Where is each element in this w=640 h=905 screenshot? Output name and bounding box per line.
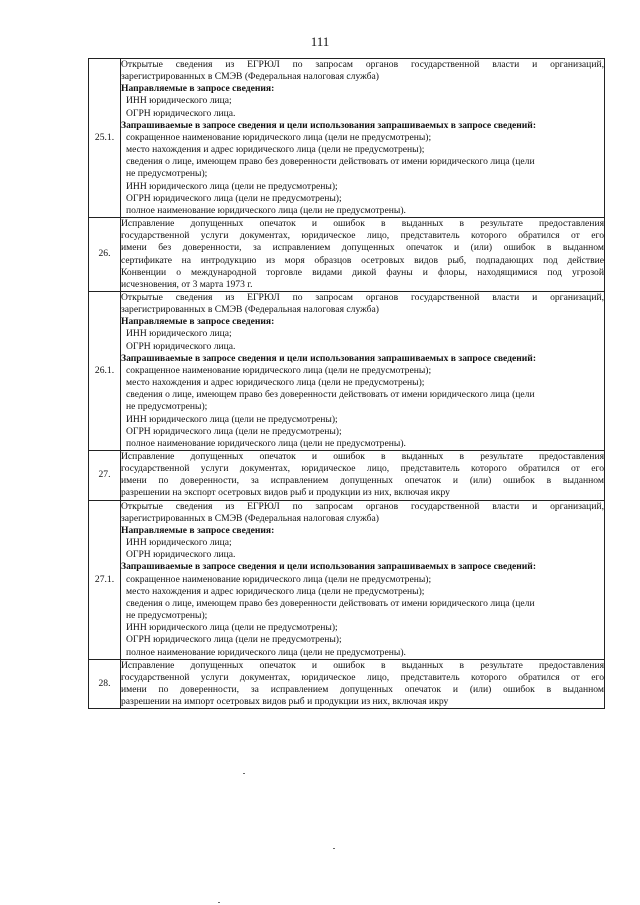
text-line: Открытые сведения из ЕГРЮЛ по запросам органов государственной власти и организаций, (121, 59, 604, 70)
row-content (121, 500, 605, 659)
row-number: 26.1. (89, 291, 121, 450)
text-line: ОГРН юридического лица. (126, 340, 236, 352)
text-line: Открытые сведения из ЕГРЮЛ по запросам органов государственной власти и организаций, (121, 500, 604, 512)
text-line: ИНН юридического лица (цели не предусмотрены); (126, 180, 338, 192)
text-line: ИНН юридического лица; (126, 537, 232, 549)
text-line: зарегистрированных в СМЭВ (Федеральная налоговая служба) (121, 71, 379, 83)
text-line: ОГРН юридического лица. (126, 549, 236, 561)
text-line: полное наименование юридического лица (цели не предусмотрены). (126, 646, 406, 658)
text-line: ОГРН юридического лица (цели не предусмотрены); (126, 425, 342, 437)
text-line: сокращенное наименование юридического лица (цели не предусмотрены); (126, 573, 432, 585)
text-line: зарегистрированных в СМЭВ (Федеральная налоговая служба) (121, 512, 379, 524)
section-heading: Запрашиваемые в запросе сведения и цели использования запрашиваемых в запросе сведений: (121, 119, 537, 131)
table-row (89, 659, 605, 709)
scan-speck (218, 902, 220, 903)
section-heading: Направляемые в запросе сведения: (121, 316, 275, 328)
table-row (89, 218, 605, 292)
row-number: 27.1. (89, 500, 121, 659)
text-line: сертификате на интродукцию из моря образцов осетровых видов рыб, подпадающих под действие (121, 254, 604, 266)
text-line: Исправление допущенных опечаток и ошибок в выданных в результате предоставления (121, 659, 604, 671)
text-line: сведения о лице, имеющем право без доверенности действовать от имени юридического лица (цели (126, 597, 535, 609)
section-heading: Направляемые в запросе сведения: (121, 524, 275, 536)
text-line: Исправление допущенных опечаток и ошибок в выданных в результате предоставления (121, 451, 604, 462)
text-line: полное наименование юридического лица (цели не предусмотрены). (126, 437, 406, 449)
text-line: место нахождения и адрес юридического лица (цели не предусмотрены); (126, 585, 425, 597)
section-heading: Направляемые в запросе сведения: (121, 83, 275, 95)
section-heading: Запрашиваемые в запросе сведения и цели использования запрашиваемых в запросе сведений: (121, 352, 537, 364)
row-content (121, 451, 605, 501)
services-table (88, 58, 605, 709)
scan-speck (333, 848, 335, 849)
text-line: сокращенное наименование юридического лица (цели не предусмотрены); (126, 364, 432, 376)
text-line: имени по доверенности, за исправлением допущенных опечаток и (или) ошибок в выданном (121, 475, 604, 487)
table-body (89, 59, 605, 709)
text-line: ОГРН юридического лица. (126, 107, 236, 119)
text-line: не предусмотрены); (126, 401, 208, 413)
row-content (121, 59, 605, 218)
text-line: ОГРН юридического лица (цели не предусмотрены); (126, 634, 342, 646)
text-line: ИНН юридического лица (цели не предусмотрены); (126, 622, 338, 634)
text-line: место нахождения и адрес юридического лица (цели не предусмотрены); (126, 144, 425, 156)
text-line: сокращенное наименование юридического лица (цели не предусмотрены); (126, 131, 432, 143)
page-number: 111 (310, 34, 330, 49)
text-line: государственной услуги документах, юридическое лицо, представитель которого обратился от его (121, 671, 604, 683)
text-line: государственной услуги документах, юридическое лицо, представитель которого обратился от его (121, 463, 604, 475)
table-row (89, 59, 605, 218)
row-content (121, 291, 605, 450)
text-line: сведения о лице, имеющем право без доверенности действовать от имени юридического лица (цели (126, 389, 535, 401)
table-row (89, 500, 605, 659)
text-line: государственной услуги документах, юридическое лицо, представитель которого обратился от его (121, 230, 604, 242)
text-line: имени без доверенности, за исправлением допущенных опечаток и (или) ошибок в выданном (121, 242, 604, 254)
row-number: 27. (89, 451, 121, 501)
row-number: 28. (89, 659, 121, 709)
text-line: разрешении на экспорт осетровых видов рыб и продукции из них, включая икру (121, 487, 450, 499)
text-line: ИНН юридического лица; (126, 328, 232, 340)
text-line: сведения о лице, имеющем право без доверенности действовать от имени юридического лица (цели (126, 156, 535, 168)
text-line: не предусмотрены); (126, 168, 208, 180)
row-content (121, 218, 605, 292)
row-number: 25.1. (89, 59, 121, 218)
text-line: ИНН юридического лица; (126, 95, 232, 107)
text-line: Открытые сведения из ЕГРЮЛ по запросам органов государственной власти и организаций, (121, 291, 604, 303)
text-line: Исправление допущенных опечаток и ошибок в выданных в результате предоставления (121, 218, 604, 230)
table-row (89, 291, 605, 450)
text-line: зарегистрированных в СМЭВ (Федеральная налоговая служба) (121, 304, 379, 316)
text-line: не предусмотрены); (126, 610, 208, 622)
table-row (89, 451, 605, 501)
text-line: разрешении на импорт осетровых видов рыб и продукции из них, включая икру (121, 696, 449, 708)
text-line: имени по доверенности, за исправлением допущенных опечаток и (или) ошибок в выданном (121, 683, 604, 695)
row-content (121, 659, 605, 709)
text-line: место нахождения и адрес юридического лица (цели не предусмотрены); (126, 377, 425, 389)
text-line: ИНН юридического лица (цели не предусмотрены); (126, 413, 338, 425)
text-line: Конвенции о международной торговле видами дикой фауны и флоры, находящимися под угрозой (121, 266, 604, 278)
row-number: 26. (89, 218, 121, 292)
scan-speck (243, 773, 245, 774)
text-line: полное наименование юридического лица (цели не предусмотрены). (126, 204, 406, 216)
section-heading: Запрашиваемые в запросе сведения и цели использования запрашиваемых в запросе сведений: (121, 561, 537, 573)
text-line: исчезновения, от 3 марта 1973 г. (121, 278, 253, 290)
text-line: ОГРН юридического лица (цели не предусмотрены); (126, 192, 342, 204)
